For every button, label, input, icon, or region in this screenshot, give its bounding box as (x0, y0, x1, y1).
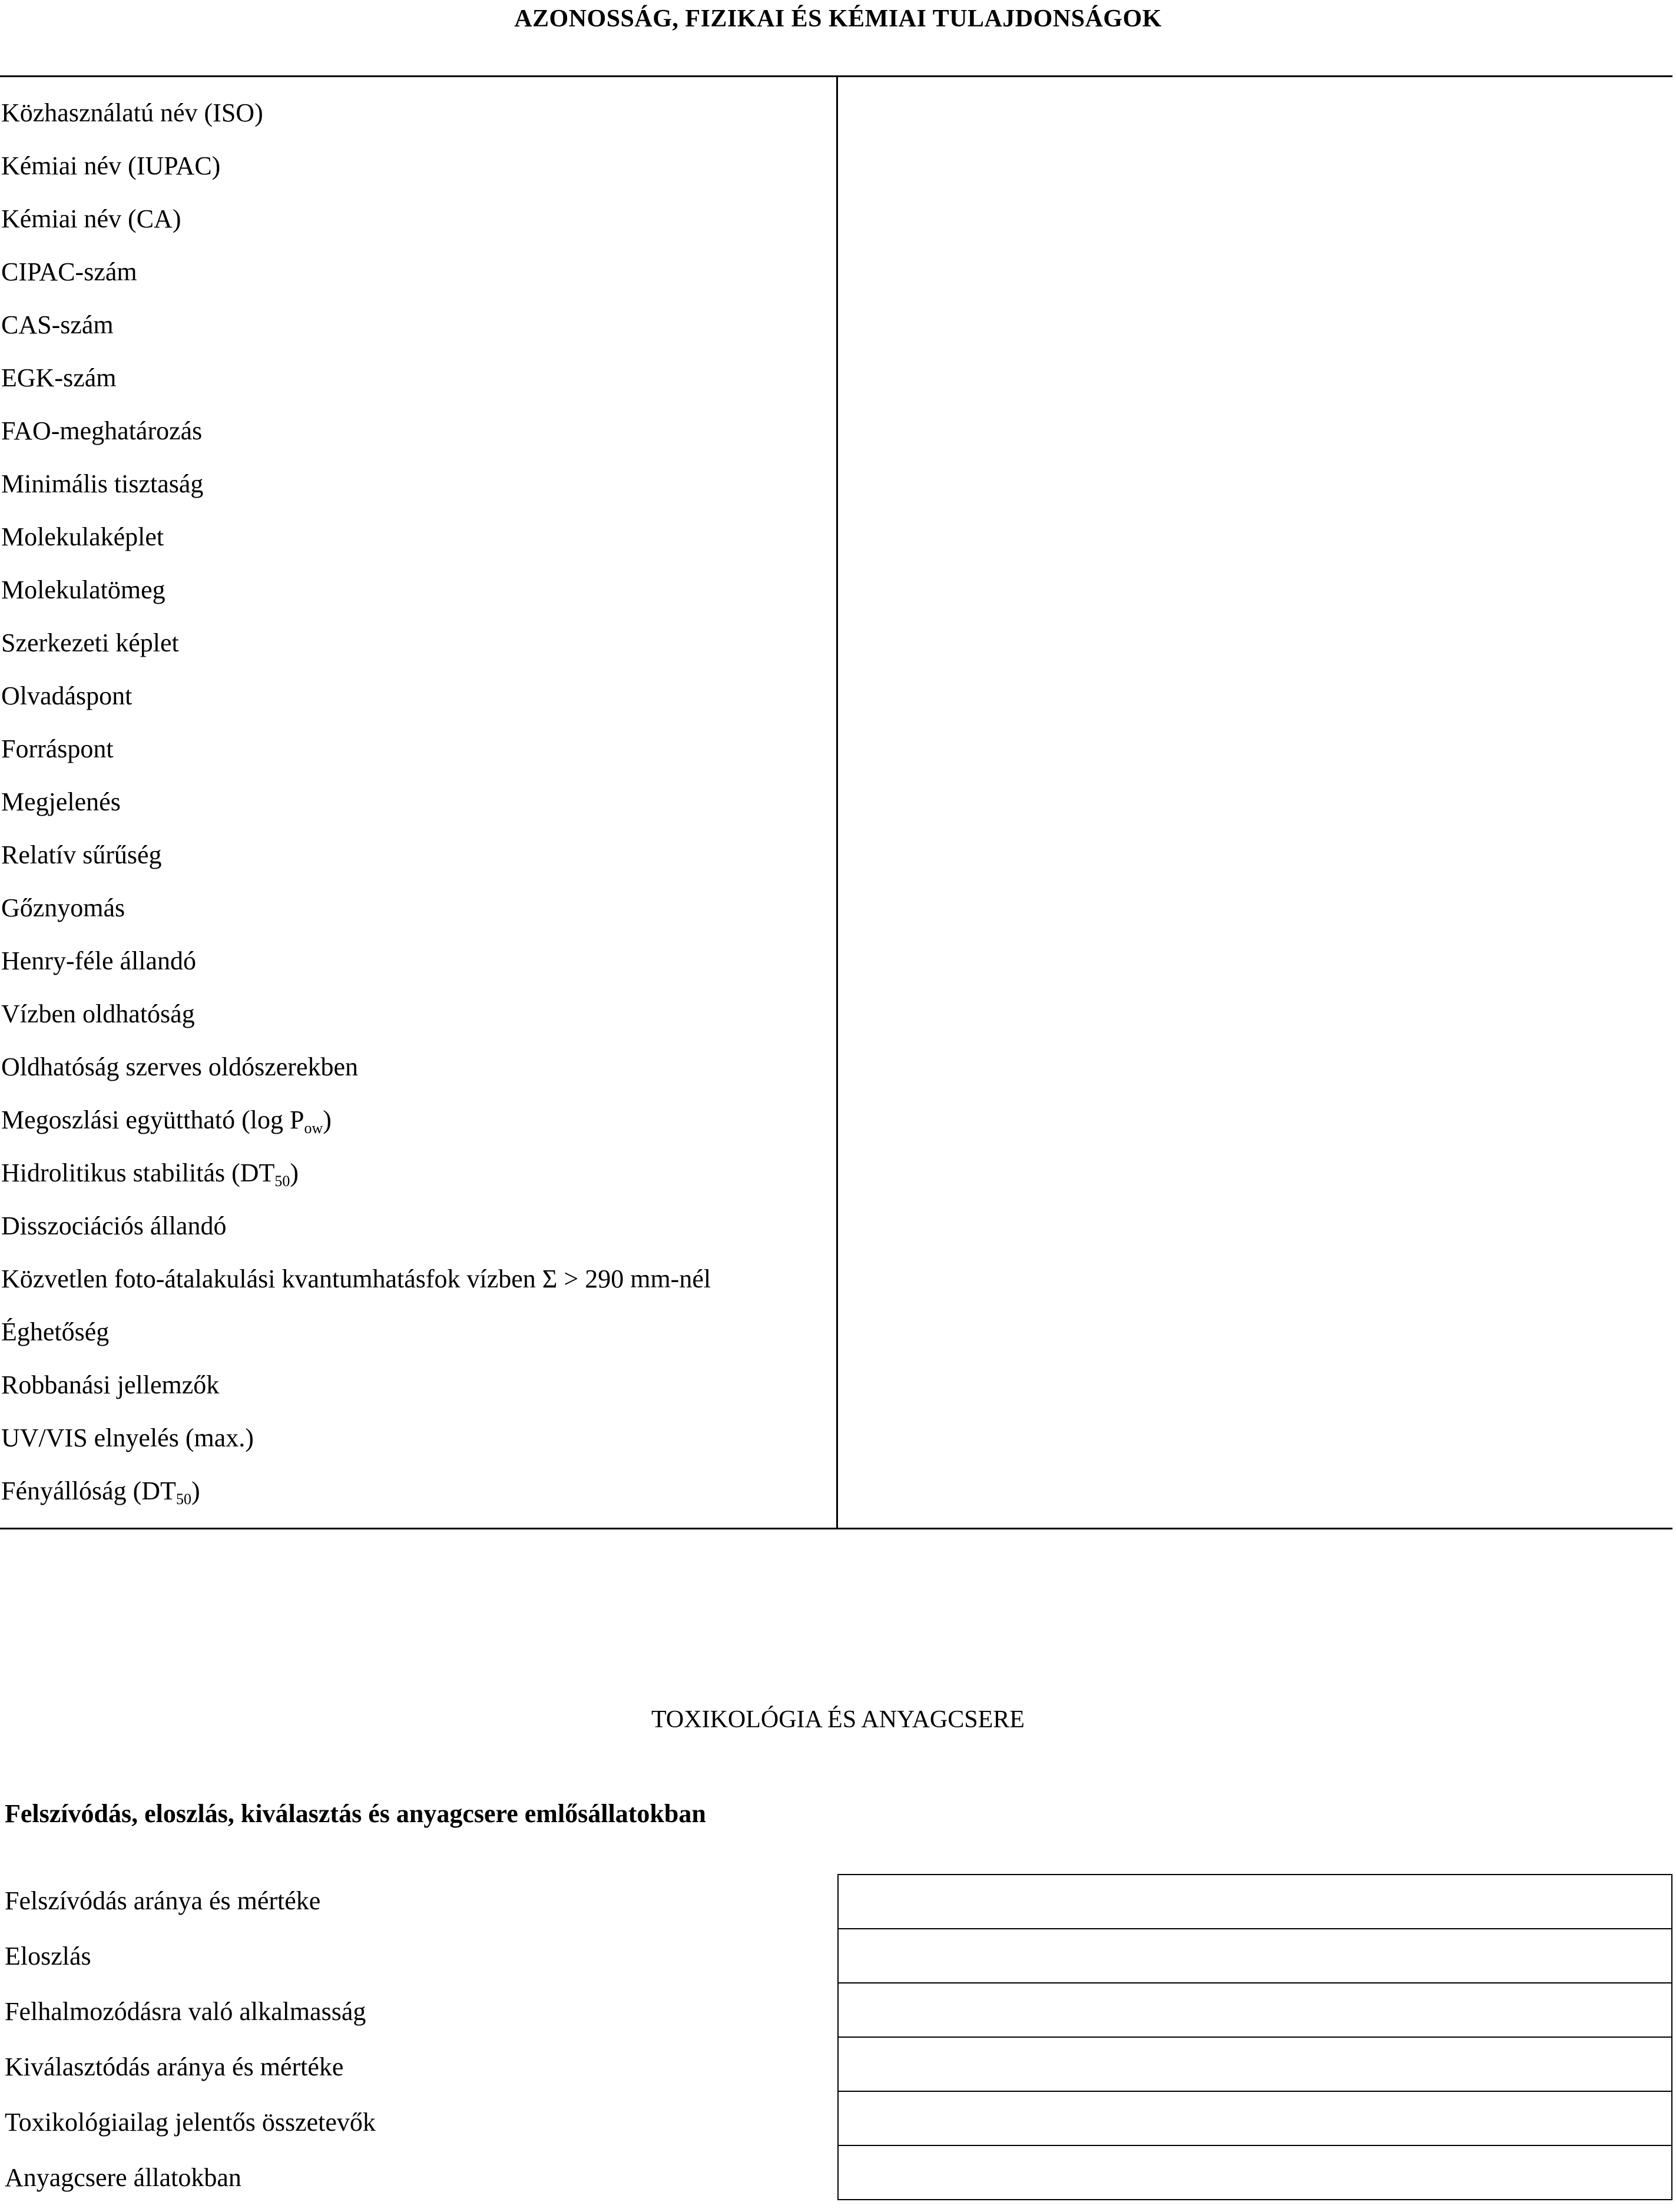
row-label: Relatív sűrűség (1, 840, 162, 869)
row-label: Toxikológiailag jelentős összetevők (5, 2108, 376, 2137)
value-cell[interactable] (837, 1928, 1672, 1983)
row-label: Kiválasztódás aránya és mértéke (5, 2052, 344, 2081)
subscript: 50 (274, 1173, 290, 1190)
subscript: ow (304, 1120, 323, 1137)
label-text: ) (290, 1158, 299, 1187)
row-label: Megjelenés (1, 787, 121, 816)
row-label: FAO-meghatározás (1, 416, 203, 445)
row-label: Disszociációs állandó (1, 1211, 227, 1240)
row-label: Molekulatömeg (1, 575, 165, 604)
subsection-heading: Felszívódás, eloszlás, kiválasztás és anyagcsere emlősállatokban (5, 1799, 706, 1828)
row-label: Anyagcsere állatokban (5, 2163, 241, 2192)
subscript: 50 (175, 1491, 191, 1508)
row-label: Vízben oldhatóság (1, 999, 195, 1028)
value-cell[interactable] (837, 2037, 1672, 2092)
row-label: Robbanási jellemzők (1, 1370, 220, 1399)
value-cell[interactable] (837, 2091, 1672, 2146)
row-label: Éghetőség (1, 1317, 110, 1346)
value-cell[interactable] (837, 1982, 1672, 2038)
row-label: Oldhatóság szerves oldószerekben (1, 1052, 359, 1081)
row-label: Gőznyomás (1, 893, 125, 922)
row-label: Közvetlen foto-átalakulási kvantumhatásfok vízben Σ > 290 mm-nél (1, 1264, 711, 1293)
row-label: Olvadáspont (1, 681, 133, 710)
row-label: Kémiai név (CA) (1, 204, 181, 233)
row-label: Szerkezeti képlet (1, 628, 179, 657)
row-label: EGK-szám (1, 363, 117, 392)
value-cell[interactable] (837, 2145, 1672, 2200)
row-label: Forráspont (1, 734, 114, 763)
row-label: Közhasználatú név (ISO) (1, 98, 263, 127)
row-label: Felhalmozódásra való alkalmasság (5, 1997, 366, 2026)
label-text: Hidrolitikus stabilitás (DT (1, 1158, 275, 1187)
row-label: UV/VIS elnyelés (max.) (1, 1423, 254, 1452)
row-label: Kémiai név (IUPAC) (1, 151, 221, 180)
label-text: Megoszlási együttható (log P (1, 1105, 304, 1134)
row-label-partition-coefficient (1, 1105, 332, 1137)
row-label: Henry-féle állandó (1, 946, 197, 975)
row-label: Minimális tisztaság (1, 469, 204, 498)
label-text: ) (323, 1105, 332, 1134)
section-title-identity: AZONOSSÁG, FIZIKAI ÉS KÉMIAI TULAJDONSÁGOK (514, 5, 1162, 32)
row-label: Felszívódás aránya és mértéke (5, 1886, 321, 1915)
section-title-toxicology: TOXIKOLÓGIA ÉS ANYAGCSERE (651, 1706, 1025, 1733)
row-label: Eloszlás (5, 1942, 91, 1971)
row-label: Molekulaképlet (1, 522, 164, 551)
label-text: ) (191, 1476, 200, 1505)
value-cell[interactable] (837, 1874, 1672, 1929)
row-label: CAS-szám (1, 310, 114, 339)
bottom-rule (0, 1528, 1672, 1529)
label-text: Fényállóság (DT (1, 1476, 176, 1505)
row-label: CIPAC-szám (1, 257, 137, 286)
row-label-hydrolytic-stability (1, 1158, 299, 1190)
row-label-photostability (1, 1476, 200, 1508)
column-divider (836, 77, 838, 1529)
